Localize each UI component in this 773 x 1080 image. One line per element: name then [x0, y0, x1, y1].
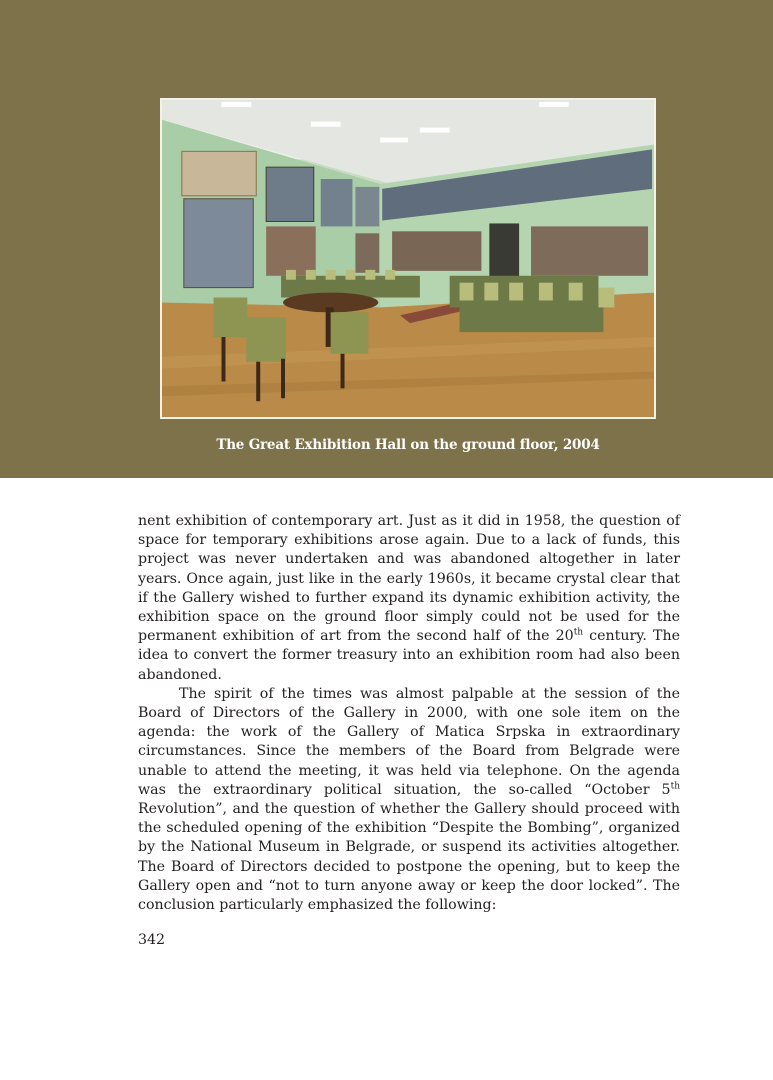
paragraph-1-part-b: century. The idea to convert the former treasury into an exhibition room had also been abandoned.: [138, 628, 680, 683]
figure-caption: The Great Exhibition Hall on the ground floor, 2004: [216, 437, 600, 453]
paragraph-2-part-a: The spirit of the times was almost palpable at the session of the Board of Directors of the Gallery in 2000, with one sole item on the agenda: the work of the Gallery of Matica Srpska in extraordinary circumstances. Since the members of the Board from Belgrade were unable to attend the meeting, it was held via telephone. On the agenda was the extraordinary political situation, the so-called “October 5: [138, 685, 680, 798]
superscript: th: [573, 627, 584, 638]
superscript: th: [670, 781, 680, 792]
body-text: [138, 512, 680, 915]
paragraph-2-part-b: Revolution”, and the question of whether the Gallery should proceed with the scheduled opening of the exhibition “Despite the Bombing”, organized by the National Museum in Belgrade, or suspend its activities altogether. The Board of Directors decided to postpone the opening, but to keep the Gallery open and “not to turn anyone away or keep the door locked”. The conclusion particularly emphasized the following:: [138, 801, 680, 914]
paragraph-1-part-a: nent exhibition of contemporary art. Just as it did in 1958, the question of space for temporary exhibitions arose again. Due to a lack of funds, this project was never undertaken and was abandoned altogether in later years. Once again, just like in the early 1960s, it became crystal clear that if the Gallery wished to further expand its dynamic exhibition activity, the exhibition space on the ground floor simply could not be used for the permanent exhibition of art from the second half of the 20: [138, 513, 680, 645]
paragraph-1: [138, 512, 680, 685]
page-number: 342: [138, 932, 166, 948]
paragraph-2: [138, 685, 680, 915]
exhibition-hall-photo: [160, 98, 656, 419]
hall-illustration: [162, 100, 654, 417]
